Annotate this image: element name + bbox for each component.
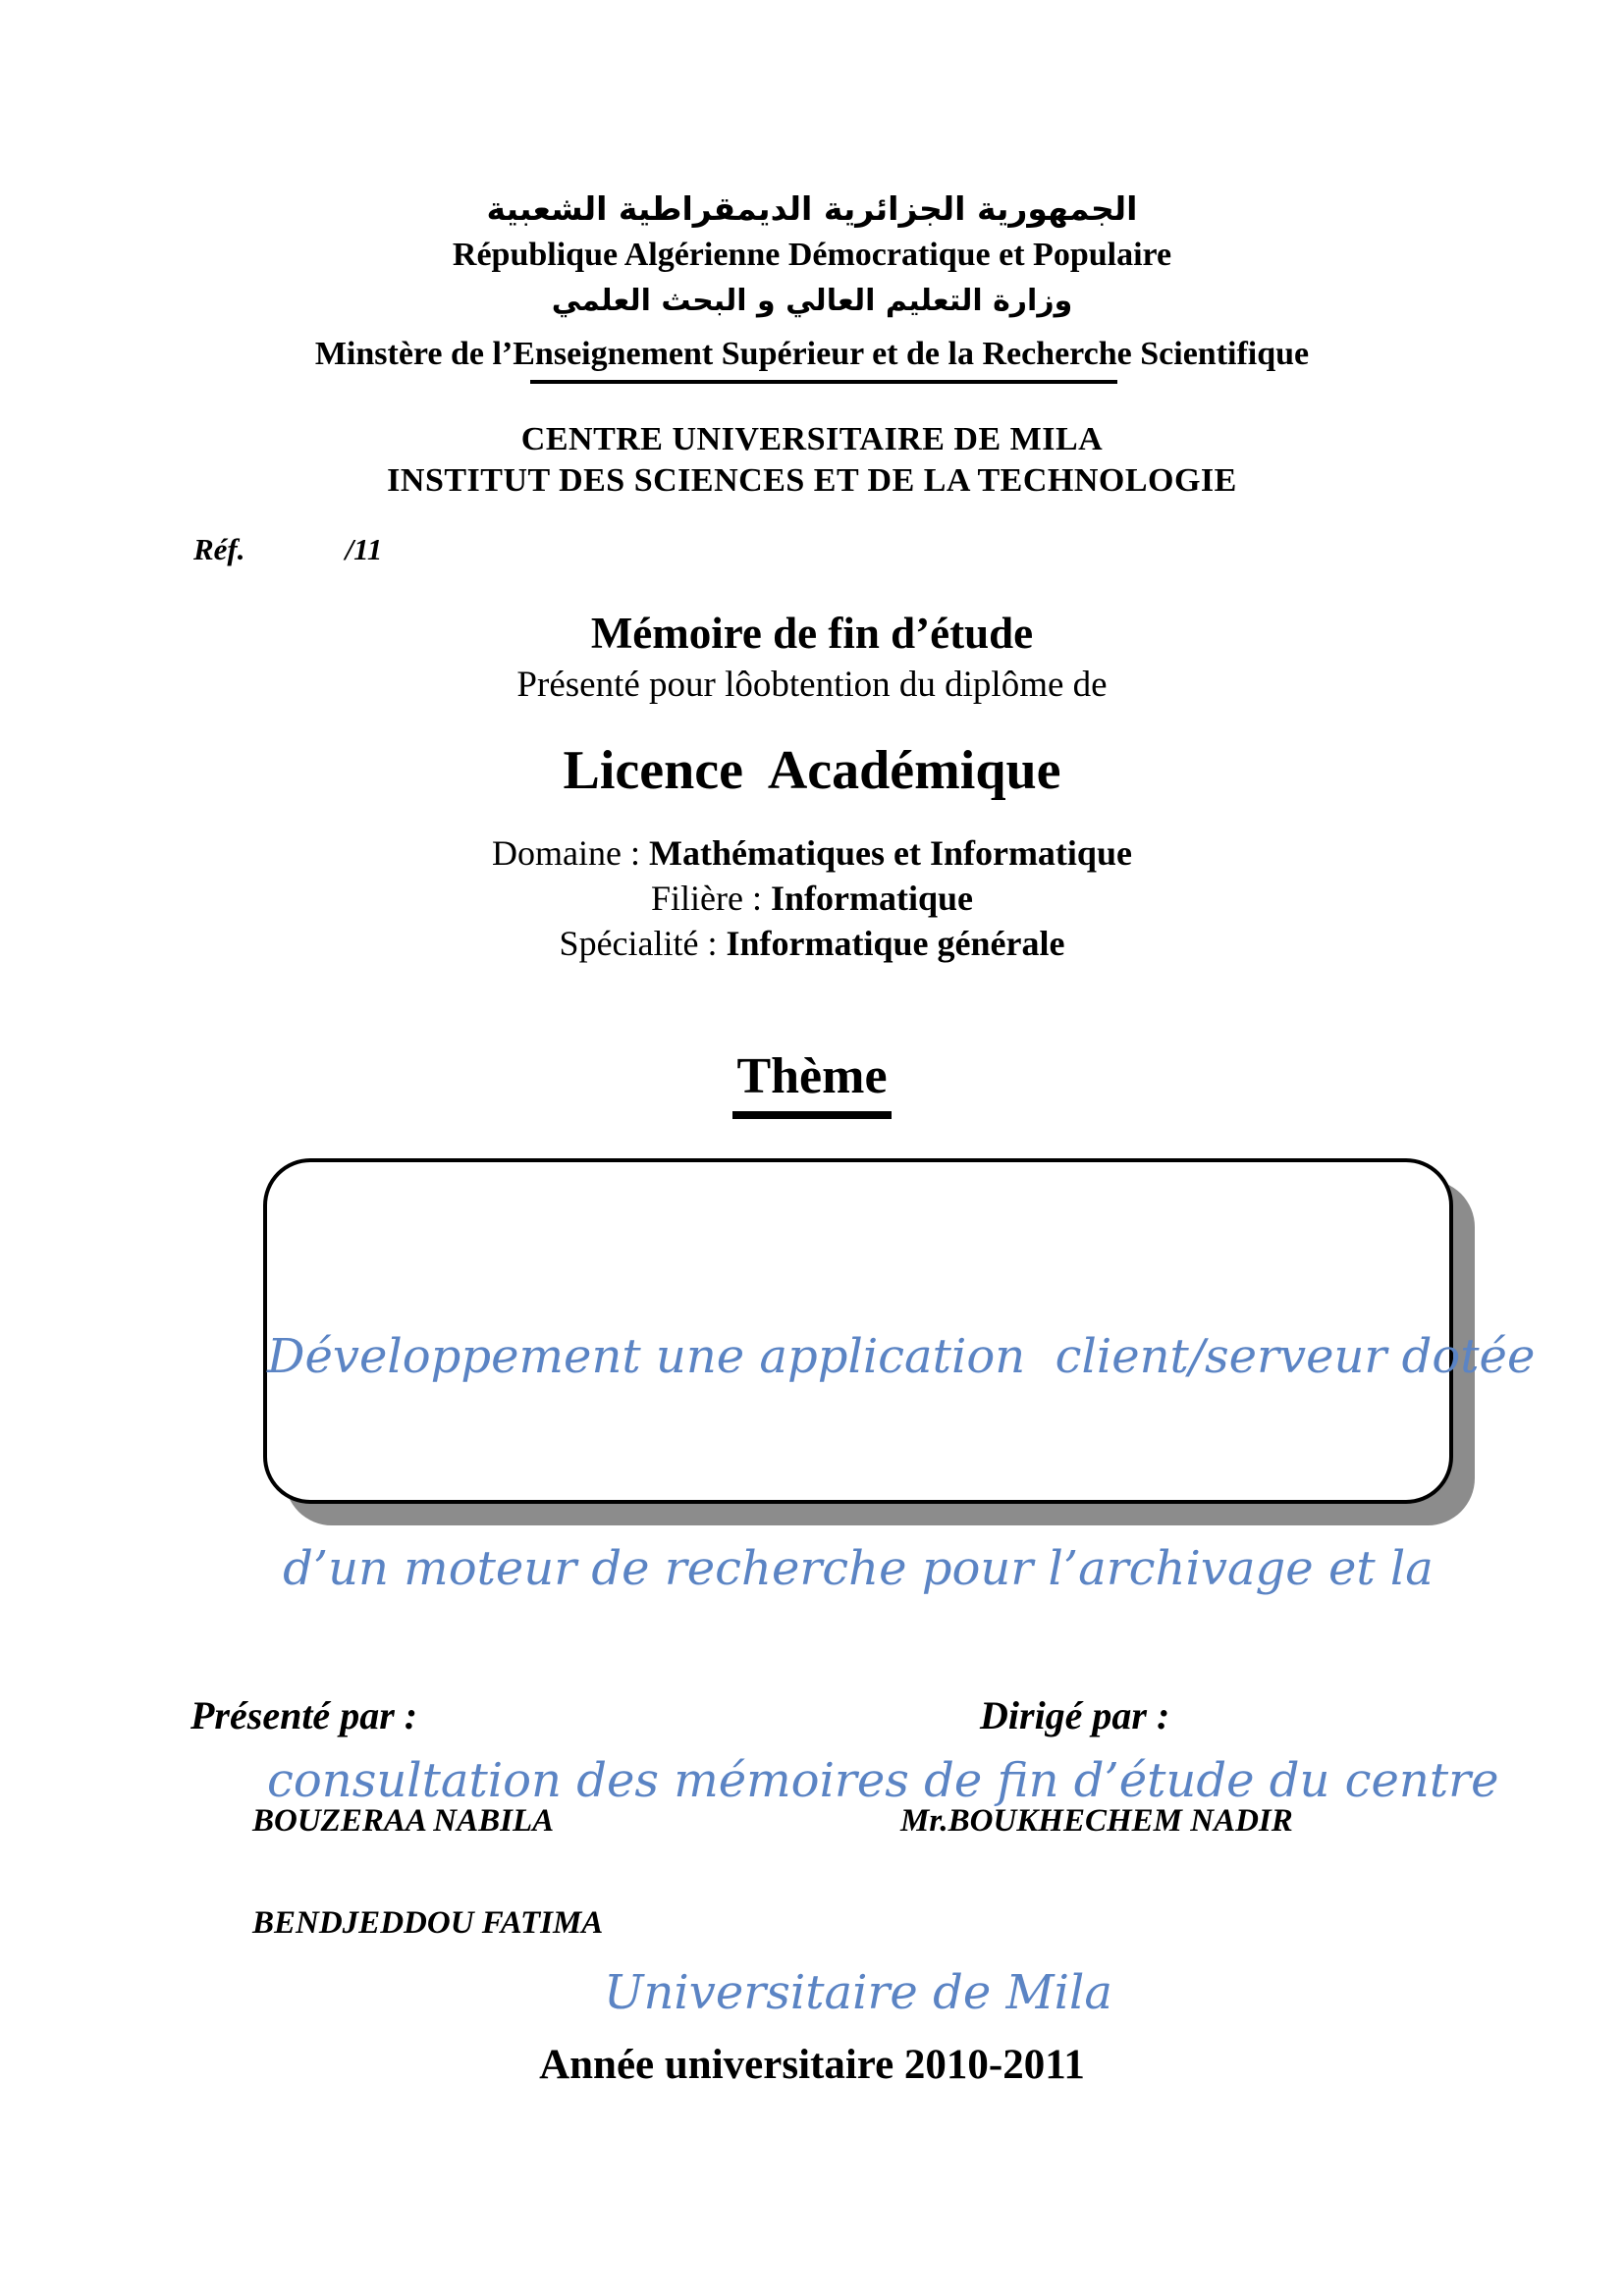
university-center-name: CENTRE UNIVERSITAIRE DE MILA: [520, 421, 1104, 457]
field-specialite: [0, 921, 1624, 966]
theme-line: consultation des mémoires de fin d’étude du centre: [267, 1753, 1499, 1808]
reference-number: /11: [345, 532, 383, 566]
theme-line: Développement une application client/serveur dotée: [267, 1329, 1536, 1384]
field-domaine-value: Mathématiques et Informatique: [649, 833, 1132, 873]
field-specialite-label: Spécialité :: [559, 924, 718, 963]
theme-heading: [0, 1046, 1624, 1119]
memoir-subtitle: Présenté pour lôobtention du diplôme de: [516, 665, 1108, 705]
header-republic-line: République Algérienne Démocratique et Populaire: [452, 237, 1172, 273]
field-filiere-value: Informatique: [770, 879, 973, 918]
field-filiere-label: Filière :: [651, 879, 762, 918]
header-divider-rule: [530, 380, 1117, 384]
degree-title: Licence Académique: [563, 740, 1061, 801]
presenter-name: BENDJEDDOU FATIMA: [252, 1905, 604, 1941]
field-specialite-value: Informatique générale: [726, 924, 1065, 963]
header-ministry-line: Minstère de l’Enseignement Supérieur et de la Recherche Scientifique: [314, 336, 1310, 372]
director-name: Mr.BOUKHECHEM NADIR: [900, 1803, 1293, 1839]
field-filiere: [0, 876, 1624, 921]
presenter-name: BOUZERAA NABILA: [252, 1803, 555, 1839]
reference-line: [193, 531, 382, 567]
field-domaine-label: Domaine :: [492, 833, 640, 873]
directed-by-label: Dirigé par :: [980, 1693, 1170, 1737]
header-arabic-ministry-line: وزارة التعليم العالي و البحث العلمي: [551, 284, 1073, 318]
study-fields: [0, 830, 1624, 966]
presented-by-label: Présenté par :: [190, 1693, 418, 1737]
theme-line: Universitaire de Mila: [604, 1965, 1112, 2020]
theme-text: [267, 1180, 1536, 2169]
field-domaine: [0, 830, 1624, 876]
memoir-title: Mémoire de fin d’étude: [590, 609, 1034, 658]
theme-line: d’un moteur de recherche pour l’archivage et la: [283, 1541, 1434, 1596]
header-arabic-republic-line: الجمهورية الجزائرية الديمقراطية الشعبية: [486, 189, 1138, 228]
reference-label: Réf.: [193, 532, 245, 566]
institute-name: INSTITUT DES SCIENCES ET DE LA TECHNOLOGIE: [387, 462, 1237, 499]
academic-year: Année universitaire 2010-2011: [539, 2042, 1085, 2088]
theme-heading-text: Thème: [732, 1046, 891, 1119]
